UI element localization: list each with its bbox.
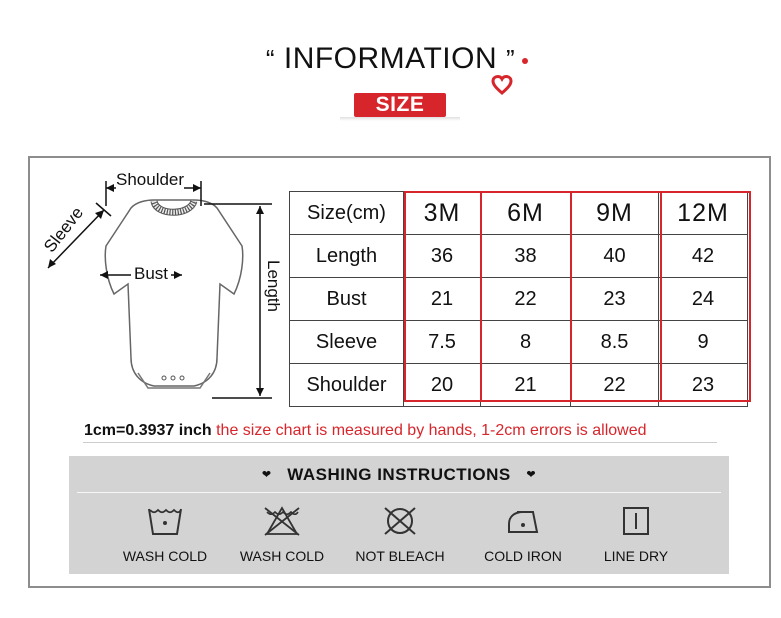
table-corner-cell: Size(cm) xyxy=(290,192,404,235)
table-header-row xyxy=(290,192,748,235)
sleeve-label: Sleeve xyxy=(40,203,88,257)
wash-label: WASH COLD xyxy=(239,548,325,564)
table-cell: 20 xyxy=(404,364,481,407)
table-cell: 23 xyxy=(659,364,748,407)
table-cell: 40 xyxy=(571,235,659,278)
table-cell: 42 xyxy=(659,235,748,278)
size-header-12m: 12M xyxy=(659,192,748,235)
wash-label: LINE DRY xyxy=(603,548,669,564)
column-divider xyxy=(480,191,482,402)
bust-label: Bust xyxy=(131,264,171,284)
badge-shadow xyxy=(340,117,460,121)
wash-label: NOT BLEACH xyxy=(355,548,445,564)
wash-label: WASH COLD xyxy=(122,548,208,564)
measurement-note xyxy=(84,422,647,440)
conversion-text: 1cm=0.3937 inch xyxy=(84,422,212,439)
size-header-9m: 9M xyxy=(571,192,659,235)
table-cell: 21 xyxy=(481,364,571,407)
wash-label: COLD IRON xyxy=(484,548,562,564)
table-row xyxy=(290,278,748,321)
table-cell: 21 xyxy=(404,278,481,321)
error-warning-text: the size chart is measured by hands, 1-2cm errors is allowed xyxy=(216,422,647,439)
page-title xyxy=(0,42,781,76)
divider xyxy=(83,442,717,443)
wash-cold-icon xyxy=(145,504,185,538)
do-not-wash-icon xyxy=(261,504,303,538)
size-header-6m: 6M xyxy=(481,192,571,235)
table-row xyxy=(290,235,748,278)
row-label-sleeve: Sleeve xyxy=(290,321,404,364)
line-dry-icon xyxy=(616,504,656,538)
column-divider xyxy=(570,191,572,402)
shoulder-label: Shoulder xyxy=(116,170,185,189)
washing-instructions-panel xyxy=(69,456,729,574)
title-text: INFORMATION xyxy=(283,42,498,75)
divider xyxy=(77,492,721,493)
row-label-bust: Bust xyxy=(290,278,404,321)
close-quote: ” xyxy=(505,44,516,74)
do-not-bleach-item xyxy=(345,504,455,564)
open-quote: “ xyxy=(265,44,276,74)
table-cell: 24 xyxy=(659,278,748,321)
row-label-length: Length xyxy=(290,235,404,278)
table-cell: 8.5 xyxy=(571,321,659,364)
table-cell: 22 xyxy=(481,278,571,321)
row-label-shoulder: Shoulder xyxy=(290,364,404,407)
heart-icon xyxy=(491,74,513,96)
table-cell: 22 xyxy=(571,364,659,407)
size-table xyxy=(289,191,748,407)
size-header-3m: 3M xyxy=(404,192,481,235)
wash-cold-item xyxy=(110,504,220,564)
table-row xyxy=(290,364,748,407)
line-dry-item xyxy=(581,504,691,564)
cold-iron-item xyxy=(468,504,578,564)
table-cell: 36 xyxy=(404,235,481,278)
table-cell: 23 xyxy=(571,278,659,321)
heart-icon: ❤ xyxy=(261,469,272,481)
table-row xyxy=(290,321,748,364)
washing-title xyxy=(69,465,729,485)
column-divider xyxy=(660,191,662,402)
length-label: Length xyxy=(264,260,283,312)
table-cell: 9 xyxy=(659,321,748,364)
do-not-bleach-icon xyxy=(380,504,420,538)
cold-iron-icon xyxy=(503,504,543,538)
heart-icon: ❤ xyxy=(526,469,537,481)
table-cell: 38 xyxy=(481,235,571,278)
table-cell: 8 xyxy=(481,321,571,364)
washing-title-text: WASHING INSTRUCTIONS xyxy=(287,465,511,484)
bodysuit-diagram xyxy=(36,168,286,408)
do-not-wash-item xyxy=(227,504,337,564)
table-cell: 7.5 xyxy=(404,321,481,364)
size-badge: SIZE xyxy=(354,93,446,117)
red-dot-decoration xyxy=(522,58,528,64)
